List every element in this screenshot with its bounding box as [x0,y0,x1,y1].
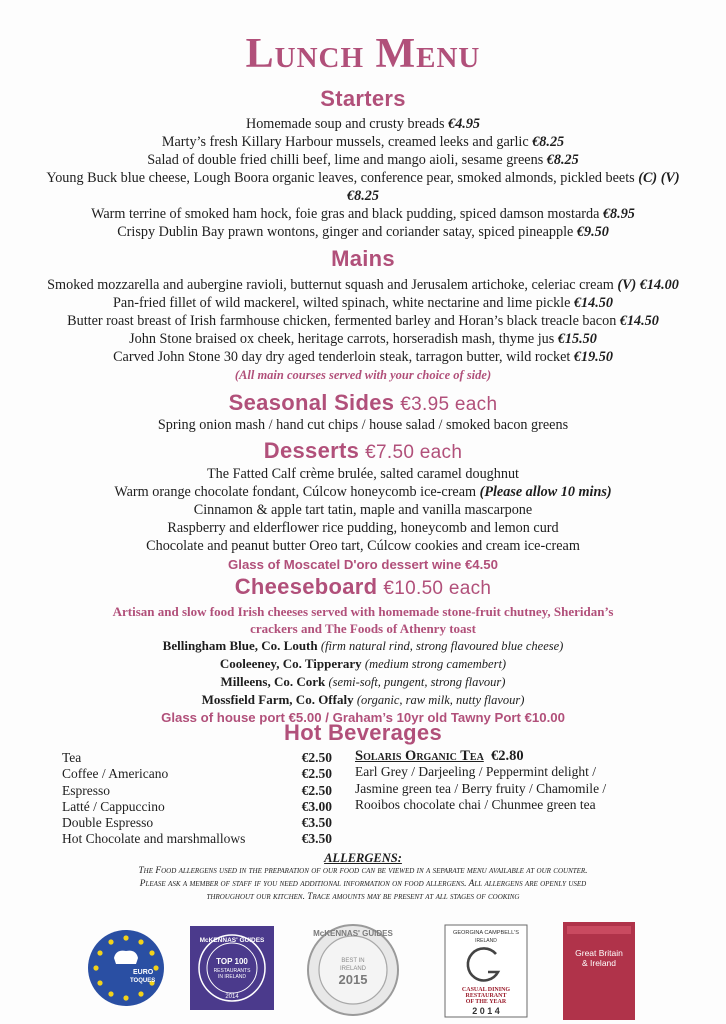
dessert-text: Cinnamon & apple tart tatin, maple and vanilla mascarpone [193,502,533,518]
allergens-line: throughout our kitchen. Trace amounts may be present at all stages of cooking [206,892,520,902]
main-price: €15.50 [557,331,597,347]
georgina-campbell-logo [444,924,528,1018]
cheese-desc: (firm natural rind, strong flavoured blue cheese) [320,639,564,653]
mains-list [10,276,716,384]
cheese-item [10,673,716,691]
georgina-l3: OF THE YEAR [465,999,507,1005]
michelin-l2: & Ireland [581,958,617,968]
beverage-name: Coffee / Americano [62,766,169,782]
starter-price: €8.25 [532,134,565,150]
starter-price: €8.25 [546,152,579,168]
allergens-heading: ALLERGENS: [324,851,402,865]
awards-logos [0,920,726,1020]
starter-tag: (C) (V) [638,170,680,186]
desserts-heading-text: Desserts [263,438,360,463]
beverage-item [62,799,332,815]
starters-list [10,115,716,241]
cheeseboard-heading-text: Cheeseboard [234,574,378,599]
main-text: Butter roast breast of Irish farmhouse chicken, fermented barley and Horan’s black treacle bacon [67,313,620,329]
starter-text: Young Buck blue cheese, Lough Boora organic leaves, conference pear, smoked almonds, pickled beets [46,170,639,186]
solaris-tea [355,748,655,813]
starter-item [10,115,716,133]
mains-note: (All main courses served with your choice of side) [234,368,492,382]
cheeseboard-intro: crackers and The Foods of Athenry toast [250,621,476,636]
desserts-heading [0,438,726,464]
solaris-line: Earl Grey / Darjeeling / Peppermint delight / [355,764,597,780]
main-item [10,330,716,348]
top100-text-1: TOP 100 [216,957,248,966]
starter-item [10,169,716,187]
starter-item [10,205,716,223]
starters-heading-text: Starters [320,86,406,111]
seal-text-2: IRELAND [339,966,367,972]
euro-toques-logo [86,928,166,1008]
euro-toques-text-2: TOQUES [130,978,156,984]
georgina-l1: CASUAL DINING [461,987,511,993]
dessert-item [10,465,716,483]
sides-heading-text: Seasonal Sides [228,390,395,415]
dessert-text: Warm orange chocolate fondant, Cúlcow honeycomb ice-cream [114,484,480,500]
beverage-price: €3.50 [301,815,332,831]
cheeseboard-port: Glass of house port €5.00 / Graham’s 10yr old Tawny Port €10.00 [161,710,565,725]
cheeseboard-heading [0,574,726,600]
allergens-line: Please ask a member of staff if you need additional information on food allergens. All allergens are openly used [139,879,587,889]
dessert-text: Chocolate and peanut butter Oreo tart, Cúlcow cookies and cream ice-cream [146,538,580,554]
beverage-item [62,750,332,766]
main-text: John Stone braised ox cheek, heritage carrots, horseradish mash, thyme jus [129,331,558,347]
solaris-line: Jasmine green tea / Berry fruity / Chamomile / [355,780,607,796]
allergens-line: The Food allergens used in the preparation of our food can be viewed in a separate menu available at our counter. [138,866,588,876]
dessert-text: The Fatted Calf crème brulée, salted caramel doughnut [206,466,519,482]
desserts-list [10,465,716,574]
main-text: Carved John Stone 30 day dry aged tenderloin steak, tarragon butter, wild rocket [113,349,574,365]
starter-item [10,151,716,169]
beverage-price: €3.50 [301,831,332,847]
starter-item [10,133,716,151]
michelin-l1: Great Britain [575,948,623,958]
cheese-name: Cooleeney, Co. Tipperary [219,656,365,671]
starter-text: Salad of double fried chilli beef, lime and mango aioli, sesame greens [147,152,547,168]
starter-item-cont [10,187,716,205]
beverage-name: Latté / Cappuccino [62,798,165,814]
cheeseboard-price: €10.50 each [383,578,492,599]
main-text: Pan-fried fillet of wild mackerel, wilted spinach, white nectarine and lime pickle [113,295,574,311]
seal-text-1: BEST IN [341,958,365,964]
dessert-item [10,519,716,537]
georgina-top: GEORGINA CAMPBELL'S [452,930,520,936]
starter-price: €4.95 [448,116,481,132]
mckennas-top100-logo [190,926,274,1010]
main-text: Smoked mozzarella and aubergine ravioli, butternut squash and Jerusalem artichoke, celeriac cream [47,277,618,293]
starter-text: Marty’s fresh Killary Harbour mussels, creamed leeks and garlic [161,134,533,150]
page-title: Lunch Menu [245,31,481,77]
cheese-item [10,691,716,709]
sides-text: Spring onion mash / hand cut chips / house salad / smoked bacon greens [157,417,569,433]
starter-text: Warm terrine of smoked ham hock, foie gras and black pudding, spiced damson mostarda [91,206,603,222]
starter-price: €8.25 [347,188,379,204]
mains-heading [0,246,726,272]
dessert-item [10,483,716,501]
dessert-note: (Please allow 10 mins) [479,484,612,500]
beverage-name: Double Espresso [62,815,154,831]
main-item [10,312,716,330]
seal-ring: McKENNAS' GUIDES [313,929,393,938]
beverage-price: €2.50 [301,750,332,765]
beverage-name: Tea [62,750,82,765]
starter-item [10,223,716,241]
solaris-price: €2.80 [491,748,524,764]
sides-price: €3.95 each [400,394,498,415]
beverages-heading [0,720,726,746]
beverage-price: €2.50 [301,782,332,798]
starter-price: €8.95 [602,206,635,222]
michelin-guide-logo [563,922,635,1020]
georgina-year: 2 0 1 4 [472,1006,500,1016]
cheeseboard-intro: Artisan and slow food Irish cheeses served with homemade stone-fruit chutney, Sheridan’s [112,604,614,619]
cheese-desc: (organic, raw milk, nutty flavour) [356,693,525,707]
cheese-name: Bellingham Blue, Co. Louth [162,638,321,653]
beverages-list [62,750,332,848]
top100-text-2: RESTAURANTS [213,968,251,974]
desserts-price: €7.50 each [365,442,463,463]
solaris-heading [355,748,655,764]
beverage-item [62,831,332,847]
dessert-item [10,537,716,555]
beverage-price: €2.50 [301,766,332,782]
starter-price: €9.50 [576,224,609,240]
main-price: €14.00 [639,277,679,293]
cheese-name: Mossfield Farm, Co. Offaly [201,692,357,707]
main-item [10,294,716,312]
beverage-item [62,766,332,782]
cheese-name: Milleens, Co. Cork [220,674,329,689]
cheese-desc: (semi-soft, pungent, strong flavour) [328,675,506,689]
main-price: €19.50 [573,349,613,365]
main-tag: (V) [617,277,637,293]
mains-heading-text: Mains [331,246,395,271]
seal-year: 2015 [338,972,368,987]
beverage-item [62,783,332,799]
sides-heading [0,390,726,416]
cheese-desc: (medium strong camembert) [364,657,507,671]
georgina-l2: RESTAURANT [465,993,507,999]
top100-year: 2014 [225,994,239,1000]
mckennas-seal-logo [305,922,401,1018]
cheese-item [10,655,716,673]
allergens-section [30,852,696,904]
sides-list [10,416,716,434]
cheese-item [10,637,716,655]
dessert-text: Raspberry and elderflower rice pudding, honeycomb and lemon curd [167,520,559,536]
starter-text: Homemade soup and crusty breads [245,116,449,132]
top100-text-3: IN IRELAND [217,974,247,980]
beverage-name: Hot Chocolate and marshmallows [62,831,246,847]
solaris-name: Solaris Organic Tea [355,748,484,764]
starters-heading [0,86,726,112]
solaris-line: Rooibos chocolate chai / Chunmee green tea [355,796,596,812]
main-item [10,348,716,366]
georgina-sub: IRELAND [475,938,497,944]
starter-text: Crispy Dublin Bay prawn wontons, ginger and coriander satay, spiced pineapple [117,224,577,240]
cheeseboard-list [10,603,716,726]
euro-toques-text-1: EURO [133,969,154,976]
main-item [10,276,716,294]
main-price: €14.50 [573,295,613,311]
dessert-wine: Glass of Moscatel D'oro dessert wine €4.50 [228,557,498,572]
top100-ring: McKENNAS' GUIDES [199,937,265,944]
beverage-item [62,815,332,831]
beverage-price: €3.00 [301,798,332,814]
beverage-name: Espresso [62,782,110,798]
main-price: €14.50 [619,313,659,329]
dessert-item [10,501,716,519]
beverages-heading-text: Hot Beverages [284,720,442,745]
